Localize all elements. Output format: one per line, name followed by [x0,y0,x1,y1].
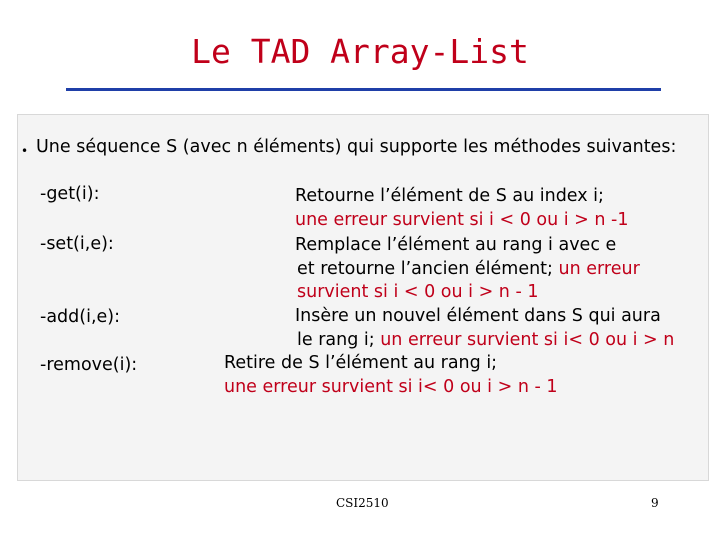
method-set: -set(i,e): [40,234,114,254]
footer-course: CSI2510 [336,496,389,510]
add-desc-line1: Insère un nouvel élément dans S qui aura [295,306,661,326]
get-desc-line1: Retourne l’élément de S au index i; [295,186,604,206]
add-desc-line2: le rang i; [297,329,375,350]
set-desc-line2: et retourne l’ancien élément; [297,258,553,279]
bullet-icon: • [21,144,29,158]
set-desc-error: survient si i < 0 ou i > n - 1 [297,282,539,303]
get-desc-error: une erreur survient si i < 0 ou i > n -1 [295,209,629,230]
set-desc-line1: Remplace l’élément au rang i avec e [295,235,617,255]
set-desc-error-start: un erreur [552,258,640,279]
remove-desc-error: une erreur survient si i< 0 ou i > n - 1 [224,376,558,397]
intro-text: Une séquence S (avec n éléments) qui supporte les méthodes suivantes: [36,137,677,157]
footer-page-number: 9 [651,496,659,510]
slide-title: Le TAD Array-List [191,32,529,71]
remove-description [224,352,558,399]
add-desc-error: un erreur survient si i< 0 ou i > n [374,329,675,350]
remove-desc-line1: Retire de S l’élément au rang i; [224,353,498,373]
title-underline [66,88,661,91]
get-description [295,185,629,232]
method-add: -add(i,e): [40,307,120,327]
method-remove: -remove(i): [40,355,138,375]
set-description [295,234,640,305]
content-box [17,114,709,481]
add-description [295,305,674,352]
method-get: -get(i): [40,184,100,204]
